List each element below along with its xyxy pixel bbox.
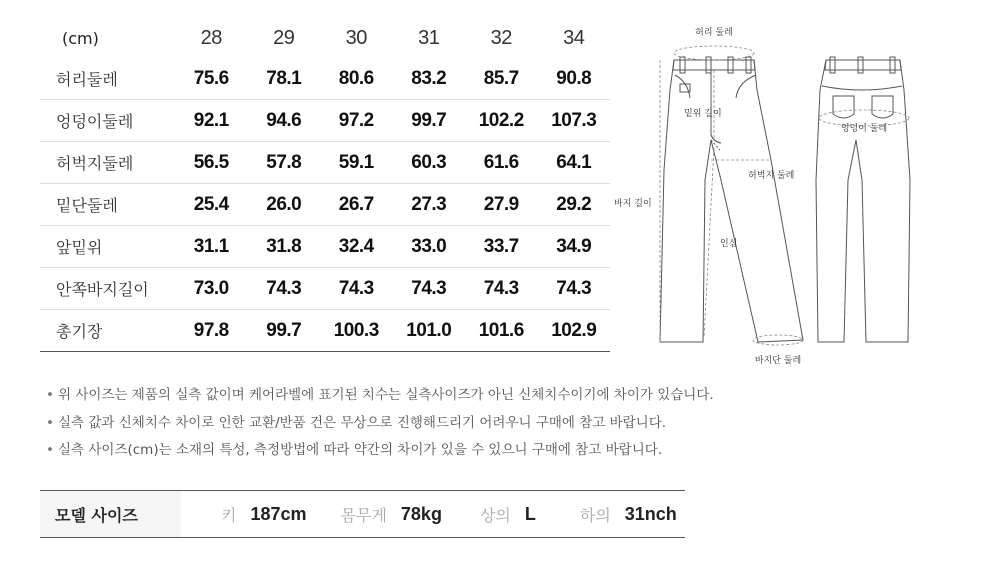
table-cell: 107.3 [551,109,597,131]
inseam-label: 인심 [720,239,738,249]
table-cell: 85.7 [483,67,519,89]
table-cell: 102.9 [551,319,597,341]
table-cell: 61.6 [483,151,519,173]
table-cell: 75.6 [193,67,229,89]
model-weight-label: 몸무게 [340,505,387,525]
pants-length-label: 바지 길이 [614,199,652,209]
model-height [221,503,307,526]
table-cell: 56.5 [193,151,229,173]
table-row-front-rise [40,226,610,268]
table-cell: 74.3 [483,277,519,299]
table-cell: 97.8 [193,319,229,341]
notes-list [46,384,714,467]
table-cell: 102.2 [478,109,524,131]
table-row-total-length [40,310,610,352]
row-label: 허리둘레 [56,70,118,89]
size-header-row [40,18,610,58]
model-top-label: 상의 [479,505,511,525]
table-cell: 78.1 [266,67,302,89]
table-cell: 34.9 [556,235,592,257]
table-cell: 74.3 [338,277,374,299]
row-label: 밑단둘레 [56,196,118,215]
front-fly [711,72,721,143]
model-bottom-label: 하의 [579,505,611,525]
table-cell: 97.2 [338,109,374,131]
front-pocket-left [675,75,690,98]
front-pants-outline [660,60,803,342]
table-cell: 31.1 [193,235,229,257]
size-header: 30 [345,26,367,49]
note-item: • 실측 사이즈(cm)는 소재의 특성, 측정방법에 따라 약간의 차이가 있을 수 있으니 구매에 참고 바랍니다. [46,442,663,458]
size-header: 29 [273,26,295,49]
model-size-title: 모델 사이즈 [40,491,181,537]
table-cell: 73.0 [193,277,229,299]
pants-measurement-diagram [608,20,948,370]
hem-label: 바지단 둘레 [754,356,802,366]
model-size-bar [40,490,685,538]
waist-label: 허리 둘레 [695,28,733,38]
row-label: 앞밑위 [56,238,103,257]
size-header: 34 [563,26,585,49]
table-row-hip [40,100,610,142]
table-cell: 94.6 [266,109,302,131]
table-cell: 92.1 [193,109,229,131]
thigh-label: 허벅지 둘레 [748,171,795,181]
table-row-thigh [40,142,610,184]
unit-label: (cm) [62,28,99,48]
row-label: 안쪽바지길이 [56,280,149,299]
hip-label: 엉덩이 둘레 [840,124,888,134]
table-cell: 74.3 [411,277,447,299]
model-bottom-value: 31nch [624,503,677,524]
table-cell: 31.8 [266,235,302,257]
table-cell: 90.8 [556,67,592,89]
size-table [40,18,610,352]
row-label: 엉덩이둘레 [56,112,134,131]
table-cell: 74.3 [266,277,302,299]
table-cell: 99.7 [266,319,302,341]
size-header: 32 [490,26,512,49]
table-cell: 100.3 [333,319,379,341]
table-cell: 33.0 [411,235,447,257]
back-pocket-left [833,96,854,118]
note-item: • 실측 값과 신체치수 차이로 인한 교환/반품 건은 무상으로 진행해드리기 어려우니 구매에 참고 바랍니다. [46,414,667,431]
table-cell: 26.7 [338,193,374,215]
back-pants-outline [816,60,910,342]
waist-measure-line [674,46,754,60]
table-cell: 29.2 [556,193,592,215]
table-cell: 99.7 [411,109,447,131]
table-row-hem [40,184,610,226]
row-label: 총기장 [56,322,103,341]
table-cell: 83.2 [411,67,447,89]
table-cell: 25.4 [193,193,229,215]
table-cell: 32.4 [338,235,374,257]
front-pocket-right [736,75,756,98]
table-row-waist [40,58,610,100]
model-height-label: 키 [221,505,237,525]
table-cell: 27.9 [483,193,519,215]
row-label: 허벅지둘레 [56,154,134,173]
table-cell: 64.1 [556,151,592,173]
model-bottom [580,503,677,526]
model-height-value: 187cm [250,503,307,524]
table-cell: 101.0 [406,319,452,341]
front-rise-label: 밑위 길이 [684,109,722,119]
table-row-inseam [40,268,610,310]
table-cell: 60.3 [411,151,447,173]
model-weight [341,503,442,526]
table-cell: 74.3 [556,277,592,299]
model-weight-value: 78kg [400,503,442,524]
size-header: 28 [200,26,222,49]
size-header: 31 [418,26,440,49]
note-item: • 위 사이즈는 제품의 실측 값이며 케어라벨에 표기된 치수는 실측사이즈가 아닌 신체치수이기에 차이가 있습니다. [46,387,714,403]
back-pocket-right [872,96,893,118]
table-cell: 101.6 [478,319,524,341]
table-cell: 26.0 [266,193,302,215]
model-top [480,503,536,526]
table-cell: 33.7 [483,235,519,257]
table-cell: 27.3 [411,193,447,215]
table-cell: 80.6 [338,67,374,89]
table-cell: 59.1 [338,151,374,173]
table-cell: 57.8 [266,151,302,173]
model-top-value: L [524,503,536,524]
